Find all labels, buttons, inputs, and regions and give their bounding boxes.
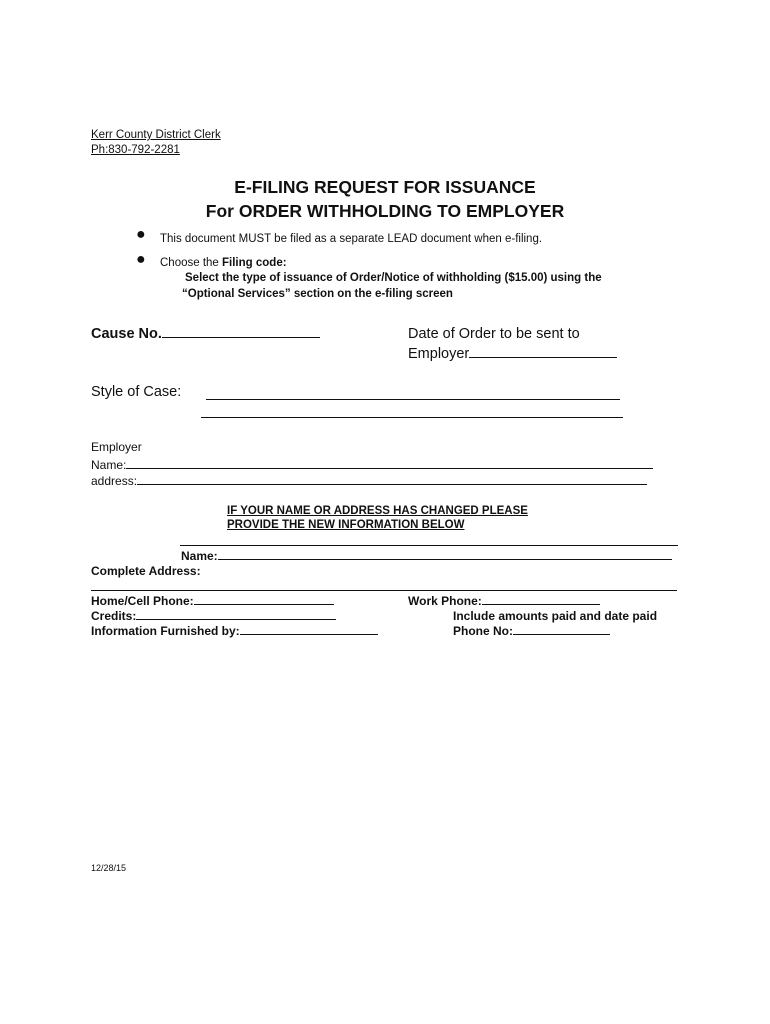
employer-address-field[interactable] <box>91 474 647 488</box>
work-phone-line[interactable] <box>482 603 600 605</box>
filing-instruction-1: Select the type of issuance of Order/Notice of withholding ($15.00) using the <box>185 272 602 284</box>
style-of-case-label: Style of Case: <box>91 384 182 400</box>
complete-address-label: Complete Address: <box>91 564 201 578</box>
include-amounts-note: Include amounts paid and date paid <box>453 609 658 623</box>
date-order-field[interactable] <box>408 346 617 362</box>
home-phone-line[interactable] <box>194 603 334 605</box>
office-name: Kerr County District Clerk <box>91 129 221 141</box>
employer-name-line[interactable] <box>126 467 653 469</box>
date-order-line[interactable] <box>469 356 617 358</box>
new-name-label: Name: <box>181 549 218 563</box>
document-title-line1: E-FILING REQUEST FOR ISSUANCE <box>234 177 536 197</box>
work-phone-field[interactable] <box>408 594 600 608</box>
credits-field[interactable] <box>91 609 336 623</box>
employer-address-label: address: <box>91 474 138 488</box>
phone-no-line[interactable] <box>513 633 610 635</box>
style-of-case-line-1[interactable] <box>206 385 620 400</box>
cause-no-field[interactable] <box>91 326 320 342</box>
phone-no-label: Phone No: <box>453 624 513 638</box>
new-info-line[interactable] <box>180 535 678 546</box>
employer-label: Employer <box>91 440 142 454</box>
new-name-field[interactable] <box>181 549 672 563</box>
change-notice-line2: PROVIDE THE NEW INFORMATION BELOW <box>227 519 465 531</box>
bullet-item-1: This document MUST be filed as a separate LEAD document when e-filing. <box>160 233 543 245</box>
document-title-line2: For ORDER WITHHOLDING TO EMPLOYER <box>205 201 565 221</box>
employer-name-label: Name: <box>91 458 127 472</box>
employer-name-field[interactable] <box>91 458 653 472</box>
credits-line[interactable] <box>136 618 336 620</box>
office-phone: Ph:830-792-2281 <box>91 144 180 156</box>
date-order-label-2: Employer <box>408 346 470 362</box>
complete-address-line[interactable] <box>91 580 677 591</box>
bullet-item-2-prefix: Choose the <box>160 257 223 269</box>
style-of-case-line-2[interactable] <box>201 403 623 418</box>
bullet-item-2-bold: Filing code: <box>222 257 287 269</box>
home-phone-field[interactable] <box>91 594 334 608</box>
cause-no-line[interactable] <box>162 336 320 338</box>
info-furnished-label: Information Furnished by: <box>91 624 240 638</box>
filing-instruction-2: “Optional Services” section on the e-filing screen <box>182 288 453 300</box>
phone-no-field[interactable] <box>453 624 610 638</box>
date-order-label-1: Date of Order to be sent to <box>408 326 580 342</box>
bullet-dot-1: ● <box>136 226 146 243</box>
new-name-line[interactable] <box>218 558 672 560</box>
employer-address-line[interactable] <box>137 483 647 485</box>
info-furnished-line[interactable] <box>240 633 378 635</box>
home-phone-label: Home/Cell Phone: <box>91 594 194 608</box>
change-notice-line1: IF YOUR NAME OR ADDRESS HAS CHANGED PLEASE <box>227 505 528 517</box>
bullet-item-2 <box>160 257 287 269</box>
work-phone-label: Work Phone: <box>408 594 482 608</box>
credits-label: Credits: <box>91 609 137 623</box>
footer-date: 12/28/15 <box>91 863 127 873</box>
info-furnished-field[interactable] <box>91 624 378 638</box>
cause-no-label: Cause No. <box>91 326 162 342</box>
bullet-dot-2: ● <box>136 251 146 268</box>
